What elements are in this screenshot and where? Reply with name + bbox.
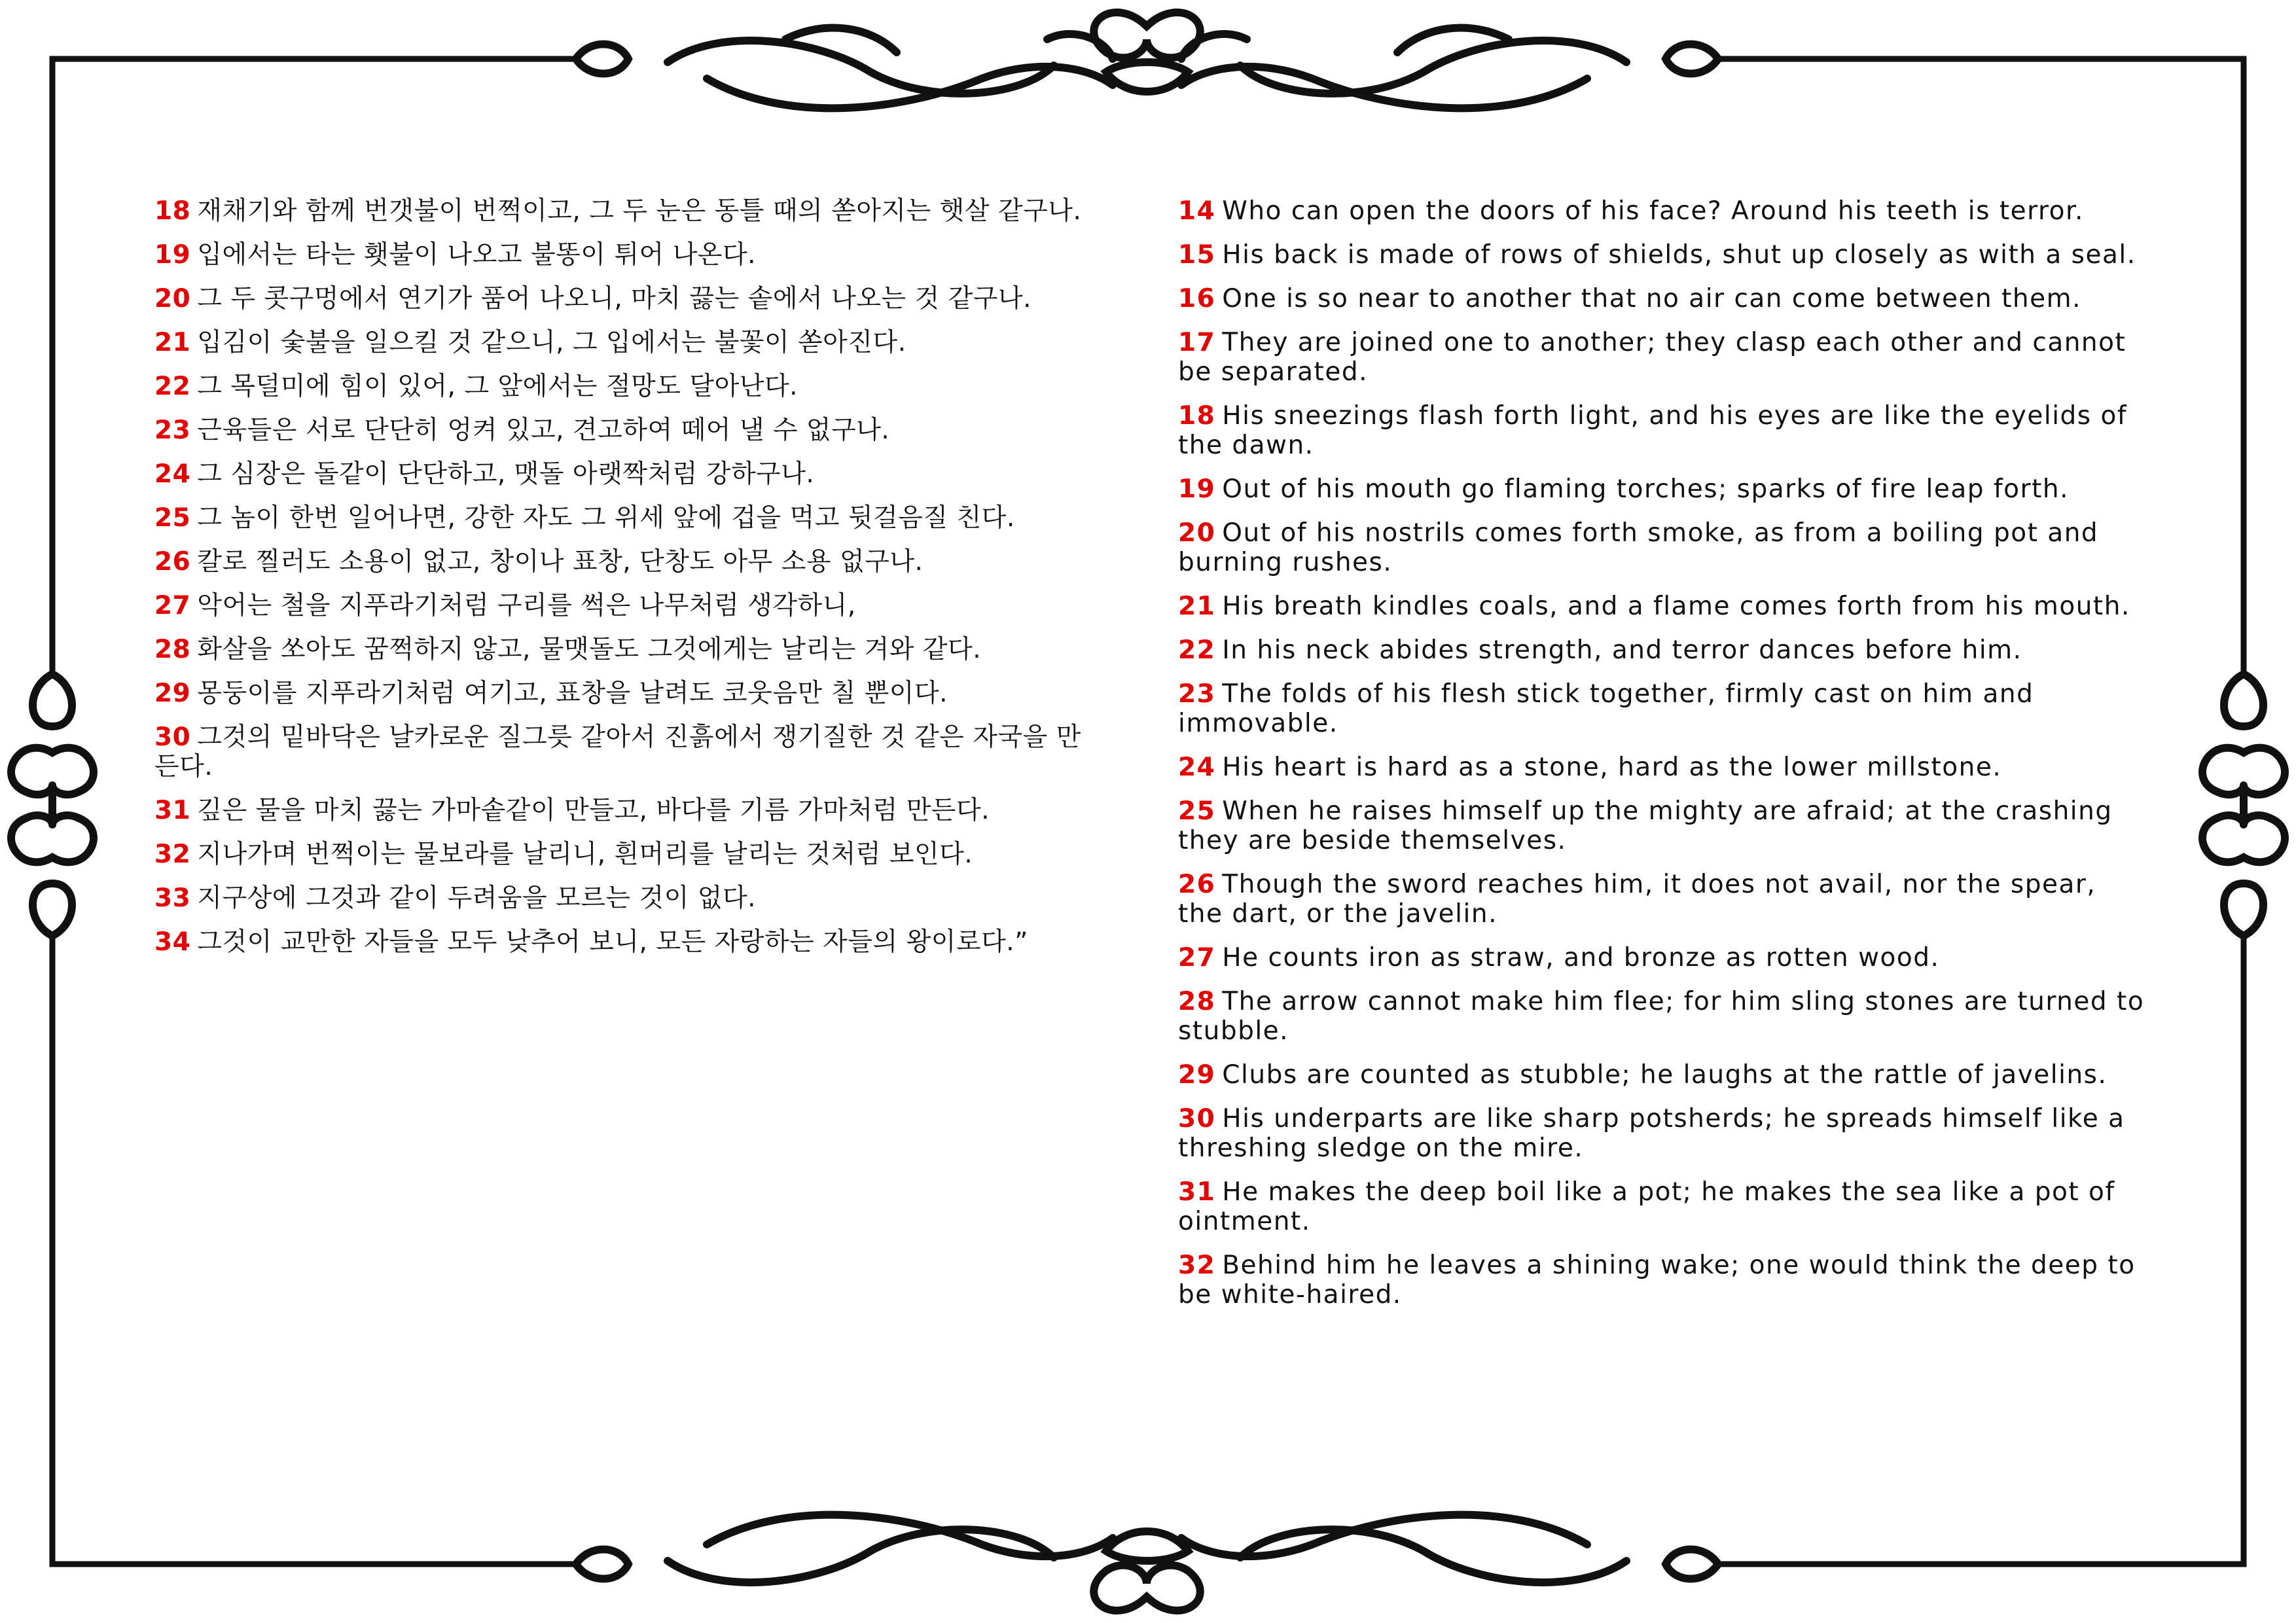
verse <box>1178 1177 2147 1236</box>
verse-text: His underparts are like sharp potsherds; he spreads himself like a threshing sledge on the mire. <box>1178 1104 2125 1163</box>
verse <box>1178 1104 2147 1163</box>
verse <box>1178 796 2147 855</box>
korean-verses-column <box>154 196 1090 971</box>
verse-number: 23 <box>1178 679 1216 709</box>
verse-number: 31 <box>154 796 191 825</box>
verse-number: 16 <box>1178 284 1216 313</box>
verse <box>154 459 1090 489</box>
verse <box>154 883 1090 913</box>
verse-number: 32 <box>154 840 191 869</box>
verse-text: 그것의 밑바닥은 날카로운 질그릇 같아서 진흙에서 쟁기질한 것 같은 자국을 만든다. <box>154 722 1081 781</box>
verse-text: The folds of his flesh stick together, firmly cast on him and immovable. <box>1178 679 2034 738</box>
english-verses-column <box>1178 196 2147 1324</box>
verse-number: 14 <box>1178 196 1216 226</box>
verse-text: 그 놈이 한번 일어나면, 강한 자도 그 위세 앞에 겁을 먹고 뒷걸음질 친다. <box>197 503 1015 533</box>
verse-text: His sneezings flash forth light, and his eyes are like the eyelids of the dawn. <box>1178 401 2128 460</box>
verse-text: Out of his nostrils comes forth smoke, as from a boiling pot and burning rushes. <box>1178 518 2099 577</box>
verse-number: 33 <box>154 883 191 913</box>
verse <box>154 796 1090 825</box>
verse <box>154 679 1090 708</box>
verse-number: 18 <box>154 196 191 226</box>
verse <box>154 591 1090 620</box>
verse-number: 29 <box>1178 1060 1216 1090</box>
verse-number: 19 <box>1178 474 1216 504</box>
verse-text: 화살을 쏘아도 꿈쩍하지 않고, 물맷돌도 그것에게는 날리는 겨와 같다. <box>197 635 982 664</box>
verse <box>1178 401 2147 460</box>
verse <box>154 635 1090 664</box>
verse-number: 25 <box>1178 796 1216 826</box>
verse <box>1178 284 2147 313</box>
verse-number: 27 <box>154 591 191 620</box>
verse-number: 19 <box>154 240 191 270</box>
verse-number: 23 <box>154 416 191 445</box>
verse-number: 24 <box>1178 753 1216 782</box>
verse-text: His back is made of rows of shields, shut up closely as with a seal. <box>1222 240 2136 270</box>
verse-text: Out of his mouth go flaming torches; sparks of fire leap forth. <box>1222 474 2069 504</box>
verse <box>1178 240 2147 270</box>
verse-text: 그 목덜미에 힘이 있어, 그 앞에서는 절망도 달아난다. <box>197 372 798 401</box>
verse-number: 28 <box>1178 987 1216 1016</box>
left-flourish-ornament <box>11 674 94 936</box>
verse-text: 그 심장은 돌같이 단단하고, 맷돌 아랫짝처럼 강하구나. <box>197 459 815 489</box>
right-flourish-ornament <box>2202 674 2285 936</box>
verse <box>1178 987 2147 1046</box>
verse <box>154 416 1090 445</box>
verse <box>154 547 1090 577</box>
bottom-flourish-ornament <box>576 1515 1718 1611</box>
verse-number: 30 <box>154 722 191 752</box>
verse-number: 18 <box>1178 401 1216 431</box>
verse-text: Though the sword reaches him, it does not avail, nor the spear, the dart, or the javelin. <box>1178 870 2096 929</box>
verse <box>1178 943 2147 972</box>
verse <box>1178 1060 2147 1090</box>
verse-text: He makes the deep boil like a pot; he makes the sea like a pot of ointment. <box>1178 1177 2115 1236</box>
verse-text: One is so near to another that no air can come between them. <box>1222 284 2082 313</box>
verse-text: 근육들은 서로 단단히 엉켜 있고, 견고하여 떼어 낼 수 없구나. <box>197 416 890 445</box>
verse-text: 악어는 철을 지푸라기처럼 구리를 썩은 나무처럼 생각하니, <box>197 591 856 620</box>
verse <box>1178 592 2147 621</box>
verse-number: 29 <box>154 679 191 708</box>
verse <box>154 722 1090 781</box>
verse-number: 15 <box>1178 240 1216 270</box>
verse-number: 20 <box>1178 518 1216 548</box>
verse <box>154 503 1090 533</box>
verse <box>154 240 1090 270</box>
verse <box>1178 328 2147 387</box>
verse-text: 재채기와 함께 번갯불이 번쩍이고, 그 두 눈은 동틀 때의 쏟아지는 햇살 같구나. <box>197 196 1082 226</box>
verse <box>1178 1251 2147 1310</box>
verse-text: 그 두 콧구멍에서 연기가 품어 나오니, 마치 끓는 솥에서 나오는 것 같구나. <box>197 284 1031 313</box>
verse <box>1178 474 2147 504</box>
verse-number: 22 <box>154 372 191 401</box>
verse-number: 22 <box>1178 635 1216 665</box>
verse-number: 28 <box>154 635 191 664</box>
verse-text: Behind him he leaves a shining wake; one would think the deep to be white-haired. <box>1178 1251 2136 1310</box>
verse-text: Who can open the doors of his face? Around his teeth is terror. <box>1222 196 2084 226</box>
verse <box>1178 753 2147 782</box>
verse-number: 32 <box>1178 1251 1216 1280</box>
verse-text: 몽둥이를 지푸라기처럼 여기고, 표창을 날려도 코웃음만 칠 뿐이다. <box>197 679 948 708</box>
verse-text: The arrow cannot make him flee; for him sling stones are turned to stubble. <box>1178 987 2145 1046</box>
verse <box>154 840 1090 869</box>
verse <box>1178 679 2147 738</box>
verse-number: 21 <box>1178 592 1216 621</box>
verse-number: 27 <box>1178 943 1216 972</box>
verse-text: In his neck abides strength, and terror dances before him. <box>1222 635 2022 665</box>
verse-text: 입에서는 타는 횃불이 나오고 불똥이 튀어 나온다. <box>197 240 757 270</box>
verse-number: 30 <box>1178 1104 1216 1133</box>
verse-text: He counts iron as straw, and bronze as rotten wood. <box>1222 943 1940 972</box>
verse-number: 21 <box>154 328 191 357</box>
verse <box>154 328 1090 357</box>
verse-number: 34 <box>154 927 191 957</box>
verse-text: 지구상에 그것과 같이 두려움을 모르는 것이 없다. <box>197 883 757 913</box>
verse-number: 31 <box>1178 1177 1216 1207</box>
verse-text: When he raises himself up the mighty are afraid; at the crashing they are beside themselves. <box>1178 796 2113 855</box>
verse-text: 그것이 교만한 자들을 모두 낮추어 보니, 모든 자랑하는 자들의 왕이로다.” <box>197 927 1028 957</box>
frame-border-bottom-left <box>52 936 576 1564</box>
verse-text: 칼로 찔러도 소용이 없고, 창이나 표창, 단창도 아무 소용 없구나. <box>197 547 924 577</box>
verse-text: They are joined one to another; they clasp each other and cannot be separated. <box>1178 328 2126 387</box>
verse-text: 입김이 숯불을 일으킬 것 같으니, 그 입에서는 불꽃이 쏟아진다. <box>197 328 906 357</box>
verse-text: His heart is hard as a stone, hard as the lower millstone. <box>1222 753 2002 782</box>
verse <box>154 372 1090 401</box>
verse-number: 26 <box>154 547 191 577</box>
verse <box>154 196 1090 226</box>
verse <box>154 284 1090 313</box>
verse <box>1178 870 2147 929</box>
top-flourish-ornament <box>576 12 1718 108</box>
verse-number: 24 <box>154 459 191 489</box>
verse-number: 25 <box>154 503 191 533</box>
verse <box>1178 518 2147 577</box>
verse <box>154 927 1090 957</box>
verse-text: Clubs are counted as stubble; he laughs at the rattle of javelins. <box>1222 1060 2108 1090</box>
verse-number: 17 <box>1178 328 1216 357</box>
verse-text: 지나가며 번쩍이는 물보라를 날리니, 흰머리를 날리는 것처럼 보인다. <box>197 840 973 869</box>
verse <box>1178 635 2147 665</box>
verse-text: 깊은 물을 마치 끓는 가마솥같이 만들고, 바다를 기름 가마처럼 만든다. <box>197 796 990 825</box>
verse-text: His breath kindles coals, and a flame comes forth from his mouth. <box>1222 592 2130 621</box>
verse-number: 26 <box>1178 870 1216 899</box>
verse-number: 20 <box>154 284 191 313</box>
verse <box>1178 196 2147 226</box>
